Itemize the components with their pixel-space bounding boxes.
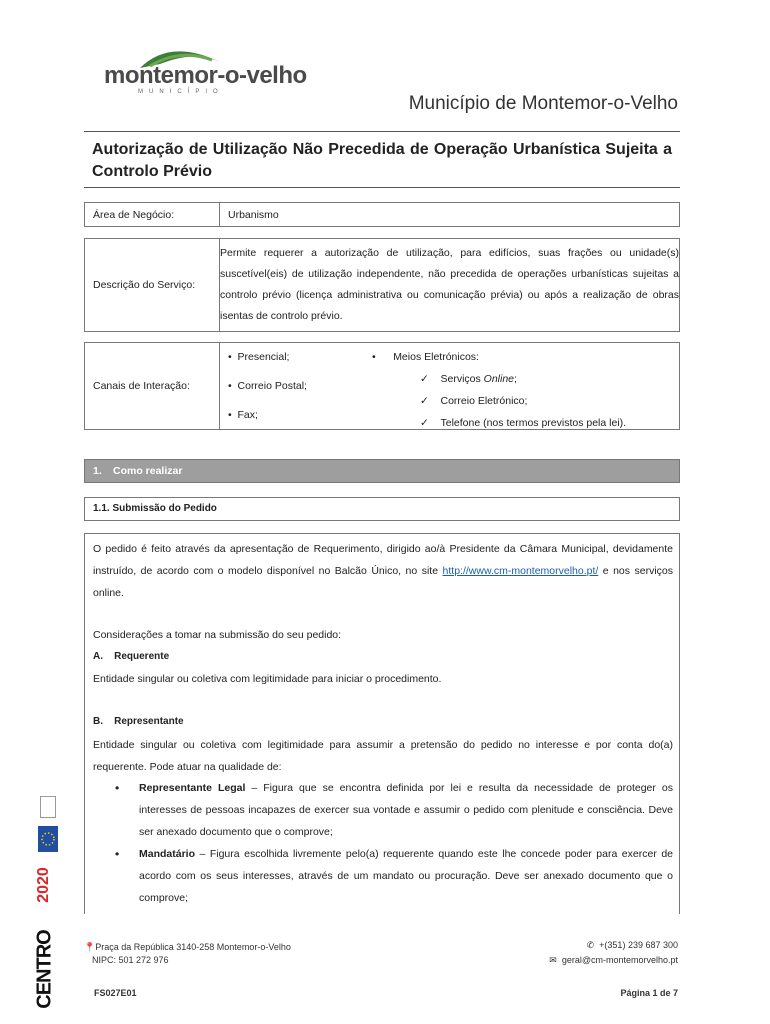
channels-table (84, 342, 680, 430)
area-value: Urbanismo (220, 203, 680, 227)
intro-paragraph: O pedido é feito através da apresentação de Requerimento, dirigido ao/à Presidente da Câmara Municipal, devidamente instruído, de acordo com o modelo disponível no Balcão Único, no site http://www.cm-montemorvelho.pt/ e nos serviços online. (93, 543, 673, 599)
check-icon: ✓ (420, 373, 429, 385)
logo-text: montemor-o-velho (104, 62, 307, 89)
page-number: Página 1 de 7 (620, 988, 678, 998)
representante-text: Entidade singular ou coletiva com legitimidade para assumir a pretensão do pedido no interesse e por conta do(a) requerente. Pode atuar na qualidade de: (93, 739, 673, 773)
bullet-icon: • (115, 781, 120, 795)
republic-emblem-icon (40, 796, 56, 818)
channel-presencial: • Presencial; (228, 351, 290, 363)
submission-content (84, 533, 680, 914)
footer-address: 📍Praça da República 3140-258 Montemor-o-Velho (84, 942, 291, 952)
site-link[interactable]: http://www.cm-montemorvelho.pt/ (442, 565, 599, 577)
area-table (84, 202, 680, 227)
channel-postal: • Correio Postal; (228, 380, 307, 392)
map-pin-icon: 📍 (84, 942, 96, 952)
mandatario-item: Mandatário – Figura escolhida livremente pelo(a) requerente quando este lhe concede poder para exercer de acordo com os seus interesses, através de um mandato ou procuração. Deve ser anexado documento que o comprove; (139, 848, 673, 904)
logo-subtext: MUNICÍPIO (138, 89, 224, 95)
area-label: Área de Negócio: (85, 203, 220, 227)
heading-representante: B. Representante (93, 716, 184, 727)
channel-fax: • Fax; (228, 409, 258, 421)
channel-email: ✓ Correio Eletrónico; (420, 395, 528, 407)
service-label: Descrição do Serviço: (85, 239, 220, 332)
title-bottom-rule (84, 187, 680, 188)
centro-logo: CENTRO (33, 930, 56, 1009)
document-title: Autorização de Utilização Não Precedida de Operação Urbanística Sujeita a Controlo Prévio (92, 141, 672, 180)
municipality-title: Município de Montemor-o-Velho (408, 93, 678, 114)
email-icon: ✉ (549, 955, 557, 965)
municipality-logo (100, 42, 307, 102)
channels-label: Canais de Interação: (85, 343, 220, 430)
channel-electronic-heading: • Meios Eletrónicos: (372, 351, 479, 363)
service-value: Permite requerer a autorização de utilização, para edifícios, suas frações ou unidade(s) suscetível(eis) de utilização independente, não precedida de operações urbanísticas sujeitas a controlo prévio (licença administrativa ou comunicação prévia) ou após a realização de obras isentas de controlo prévio. (220, 239, 680, 332)
phone-icon: ✆ (586, 940, 595, 950)
representante-legal-item: Representante Legal – Figura que se encontra definida por lei e resulta da necessidade de proteger os interesses de pessoas incapazes de exercer sua vontade e assumir o pedido com plenitude e consciência. Deve ser anexado documento que o comprove; (139, 782, 673, 838)
check-icon: ✓ (420, 417, 429, 429)
eu-flag-icon (38, 826, 58, 852)
channel-online: ✓ Serviços Online; (420, 373, 517, 385)
bullet-icon: • (115, 847, 120, 861)
subsection-heading: 1.1. Submissão do Pedido (84, 497, 680, 521)
section-heading: 1. Como realizar (84, 459, 680, 483)
requerente-text: Entidade singular ou coletiva com legitimidade para iniciar o procedimento. (93, 673, 442, 685)
considerations-text: Considerações a tomar na submissão do seu pedido: (93, 629, 342, 641)
service-table (84, 238, 680, 332)
footer-email: ✉ geral@cm-montemorvelho.pt (549, 955, 678, 965)
channel-phone: ✓ Telefone (nos termos previstos pela lei). (420, 417, 627, 429)
footer-phone: ✆ +(351) 239 687 300 (586, 940, 678, 950)
heading-requerente: A. Requerente (93, 651, 170, 662)
channels-list (220, 343, 679, 429)
check-icon: ✓ (420, 395, 429, 407)
section-title: Como realizar (113, 465, 183, 477)
title-top-rule (84, 131, 680, 132)
document-code: FS027E01 (94, 988, 137, 998)
portugal-2020-logo: 2020 (34, 867, 52, 903)
footer-nipc: NIPC: 501 272 976 (92, 955, 169, 965)
